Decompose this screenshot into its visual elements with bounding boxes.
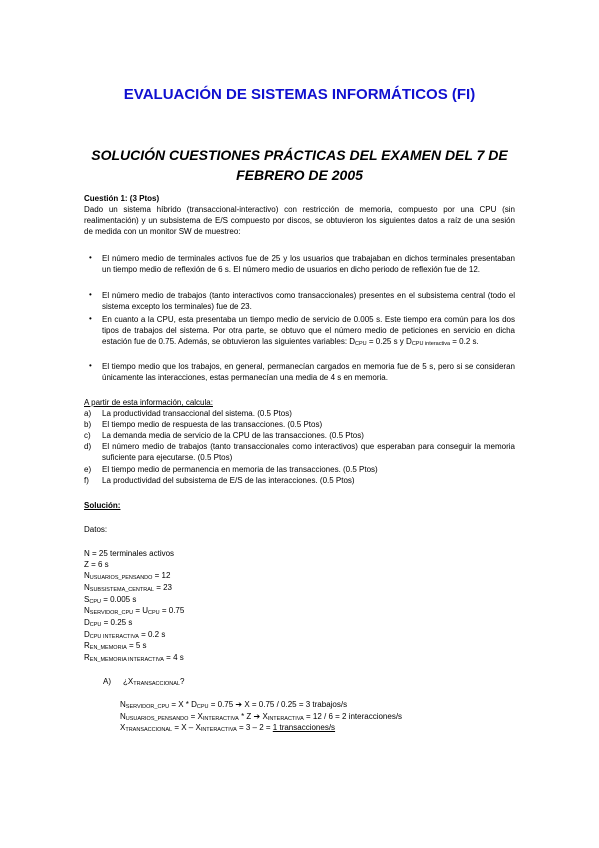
data-line: $N_{USUARIOS\_PENSANDO} = 12$ [84,571,171,581]
bullet-item-cpu: En cuanto a la CPU, esta presentaba un tiempo medio de servicio de 0.005 s. Este tiempo era común para los dos tipos de trabajos del sistema. Por otra parte, se obtuvo que el número medio de peticiones en servicio en dicha estación fue de 0.75. Además, se obtuvieron las siguientes variables: $D_{CPU} = 0.25$ s y $D_{CPU interactiva} = 0.2$ s. [102,315,515,348]
tasks-intro: A partir de esta información, calcula: [84,398,213,407]
task-item: El tiempo medio de permanencia en memoria de las transacciones. (0.5 Ptos) [102,465,378,474]
data-line: Z = 6 s [84,560,109,569]
task-label: f) [84,476,89,485]
bullet-item: El tiempo medio que los trabajos, en general, permanecían cargados en memoria fue de 5 s, pero si se consideran únicamente las interacciones, estas permanecían una media de 4 s en memoria. [102,362,515,383]
task-label: b) [84,420,92,429]
part-question: ¿$X_{TRANSACCIONAL}$? [123,677,185,687]
solution-heading: Solución: [84,501,121,510]
data-label: Datos: [84,525,108,534]
document-subtitle: SOLUCIÓN CUESTIONES PRÁCTICAS DEL EXAMEN DEL 7 DE FEBRERO DE 2005 [91,147,508,183]
equation-line: $X_{TRANSACCIONAL} = X - X_{INTERACTIVA} = 3 - 2 = 1$ transacciones/s [120,723,336,733]
bullet-item: El número medio de terminales activos fue de 25 y los usuarios que trabajaban en dichos terminales presentaban un tiempo medio de reflexión de 6 s. El número medio de usuarios en dicho periodo de reflexión fue de 12. [102,254,515,275]
task-label: a) [84,409,92,418]
task-label: c) [84,431,91,440]
part-label: A) [103,677,111,686]
task-item: La demanda media de servicio de la CPU de las transacciones. (0.5 Ptos) [102,431,364,440]
bullet-item: El número medio de trabajos (tanto interactivos como transaccionales) presentes en el subsistema central (todo el sistema excepto los terminales) fue de 23. [102,291,515,312]
data-line: $S_{CPU} = 0.005$ s [84,595,137,605]
task-item: El número medio de trabajos (tanto transaccionales como interactivos) que esperaban para conseguir la memoria suficiente para ejecutarse. (0.5 Ptos) [102,442,515,463]
bullet-mark: • [89,361,92,370]
task-item: La productividad transaccional del sistema. (0.5 Ptos) [102,409,292,418]
question-intro: Dado un sistema híbrido (transaccional-interactivo) con restricción de memoria, compuesto por una CPU (sin realimentación) y un subsistema de E/S compuesto por discos, se obtuvieron los siguientes datos a raíz de una sesión de medida con un monitor SW de muestreo: [84,205,515,237]
task-label: d) [84,442,92,451]
data-line: $N_{SUBSISTEMA\_CENTRAL} = 23$ [84,583,172,593]
data-line: $R_{EN\_MEMORIA INTERACTIVA} = 4$ s [84,653,184,663]
equation-line: $N_{SERVIDOR\_CPU} = X * D_{CPU} = 0.75$ ➔ X = 0.75 / 0.25 = 3 trabajos/s [120,700,348,710]
document-title: EVALUACIÓN DE SISTEMAS INFORMÁTICOS (FI) [123,86,476,103]
bullet-mark: • [89,290,92,299]
result-value: 1 transacciones/s [272,723,336,732]
data-line: $R_{EN\_MEMORIA} = 5$ s [84,641,147,651]
data-line: $D_{CPU} = 0.25$ s [84,618,133,628]
task-item: La productividad del subsistema de E/S de las interacciones. (0.5 Ptos) [102,476,355,485]
data-line: $N_{SERVIDOR\_CPU} = U_{CPU} = 0.75$ [84,606,185,616]
equation-line: $N_{USUARIOS\_PENSANDO} = X_{INTERACTIVA} * Z$ ➔ $X_{INTERACTIVA} = 12 / 6 = 2$ interacciones/s [120,712,403,722]
data-line: $D_{CPU INTERACTIVA} = 0.2$ s [84,630,166,640]
question-heading: Cuestión 1: (3 Ptos) [84,194,160,203]
bullet-mark: • [89,314,92,323]
task-label: e) [84,465,92,474]
task-item: El tiempo medio de respuesta de las transacciones. (0.5 Ptos) [102,420,323,429]
bullet-mark: • [89,253,92,262]
data-line: N = 25 terminales activos [84,549,175,558]
